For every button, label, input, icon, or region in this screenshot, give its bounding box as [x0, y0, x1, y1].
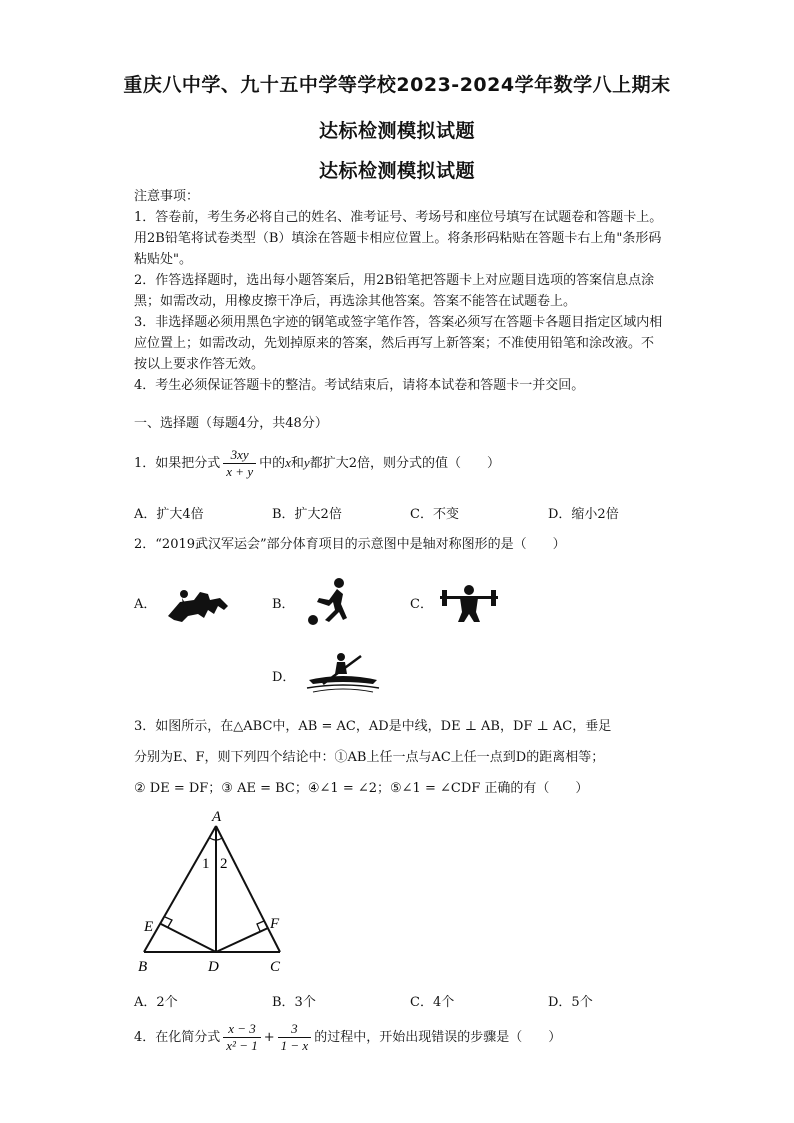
triangle-figure — [134, 806, 294, 982]
q3-option-c: C．4个 — [410, 995, 455, 1010]
q1-option-a: A．扩大4倍 — [134, 507, 204, 522]
horse-rider-icon — [164, 584, 230, 624]
notice-item-2: 2．作答选择题时，选出每小题答案后，用2B铅笔把答题卡上对应题目选项的答案信息点涂黑；如需改动，用橡皮擦干净后，再选涂其他答案。答案不能答在试题卷上。 — [134, 273, 655, 309]
q1-prefix: 1．如果把分式 — [134, 456, 221, 471]
soccer-player-icon — [303, 576, 359, 628]
q2-option-c: C． — [410, 597, 433, 612]
q3-line-2: 分别为E、F，则下列四个结论中：①AB上任一点与AC上任一点到D的距离相等； — [134, 750, 605, 765]
q1-fraction — [223, 447, 256, 480]
figure-label-a: A — [212, 809, 222, 825]
q4-fraction-1 — [223, 1021, 260, 1054]
kayaker-icon — [303, 650, 381, 694]
q1-var-y: y — [303, 455, 310, 470]
q3-line-3: ② DE = DF；③ AE = BC；④∠1 = ∠2；⑤∠1 = ∠CDF 正确的有（ ） — [134, 781, 589, 796]
q3-option-d: D．5个 — [548, 995, 593, 1010]
figure-label-b: B — [138, 959, 148, 975]
figure-label-e: E — [144, 919, 154, 935]
q3-line-1: 3．如图所示，在△ABC中，AB = AC，AD是中线，DE ⊥ AB，DF ⊥ AC，垂足 — [134, 719, 612, 734]
q1-text-b: 和 — [290, 456, 304, 471]
figure-label-d: D — [208, 959, 219, 975]
q4-prefix: 4．在化简分式 — [134, 1030, 221, 1045]
weightlifter-icon — [438, 582, 500, 626]
q1-var-x: x — [285, 455, 291, 470]
q1-numerator: 3xy — [223, 447, 256, 464]
notice-block — [134, 186, 664, 396]
page-subtitle: 达标检测模拟试题 — [318, 120, 475, 142]
q4-fraction-2 — [278, 1021, 312, 1054]
q4-numerator-2: 3 — [278, 1021, 312, 1038]
q2-option-b: B． — [272, 597, 295, 612]
q1-option-b: B．扩大2倍 — [272, 507, 342, 522]
question-3-stem — [134, 711, 664, 804]
page-subtitle-repeat: 达标检测模拟试题 — [318, 160, 475, 182]
q3-option-a: A．2个 — [134, 995, 178, 1010]
q1-option-d: D．缩小2倍 — [548, 507, 619, 522]
q4-suffix: 的过程中，开始出现错误的步骤是（ ） — [314, 1030, 562, 1045]
q4-denominator-2: 1 − x — [280, 1038, 309, 1053]
q4-numerator-1: x − 3 — [223, 1021, 260, 1038]
q4-denominator-1: x² − 1 — [226, 1038, 258, 1053]
q4-plus: + — [263, 1030, 275, 1045]
q1-text-a: 中的 — [259, 456, 286, 471]
q1-suffix: 都扩大2倍，则分式的值（ ） — [309, 456, 500, 471]
page-title: 重庆八中学、九十五中学等学校2023-2024学年数学八上期末 — [123, 74, 671, 96]
angle-label-1: 1 — [202, 856, 210, 872]
question-2-stem: 2．“2019武汉军运会”部分体育项目的示意图中是轴对称图形的是（ ） — [134, 537, 566, 552]
q3-option-b: B．3个 — [272, 995, 316, 1010]
q1-denominator: x + y — [226, 464, 254, 479]
notice-item-3: 3．非选择题必须用黑色字迹的钢笔或签字笔作答，答案必须写在答题卡各题目指定区域内相应位置上；如需改动，先划掉原来的答案，然后再写上新答案；不准使用铅笔和涂改液。不按以上要求作答无效。 — [134, 315, 663, 372]
q2-option-a: A． — [134, 597, 157, 612]
q1-option-c: C．不变 — [410, 507, 459, 522]
section-heading: 一、选择题（每题4分，共48分） — [134, 416, 328, 431]
question-1-stem — [134, 446, 664, 481]
notice-item-4: 4．考生必须保证答题卡的整洁。考试结束后，请将本试卷和答题卡一并交回。 — [134, 378, 585, 393]
figure-label-f: F — [270, 916, 280, 932]
figure-label-c: C — [270, 959, 281, 975]
q2-option-d: D． — [272, 670, 296, 685]
notice-item-1: 1．答卷前，考生务必将自己的姓名、准考证号、考场号和座位号填写在试题卷和答题卡上。用2B铅笔将试卷类型（B）填涂在答题卡相应位置上。将条形码粘贴在答题卡右上角"条形码粘贴处"。 — [134, 210, 663, 267]
notice-heading: 注意事项： — [134, 189, 200, 204]
question-4-stem — [134, 1020, 664, 1056]
angle-label-2: 2 — [220, 856, 228, 872]
